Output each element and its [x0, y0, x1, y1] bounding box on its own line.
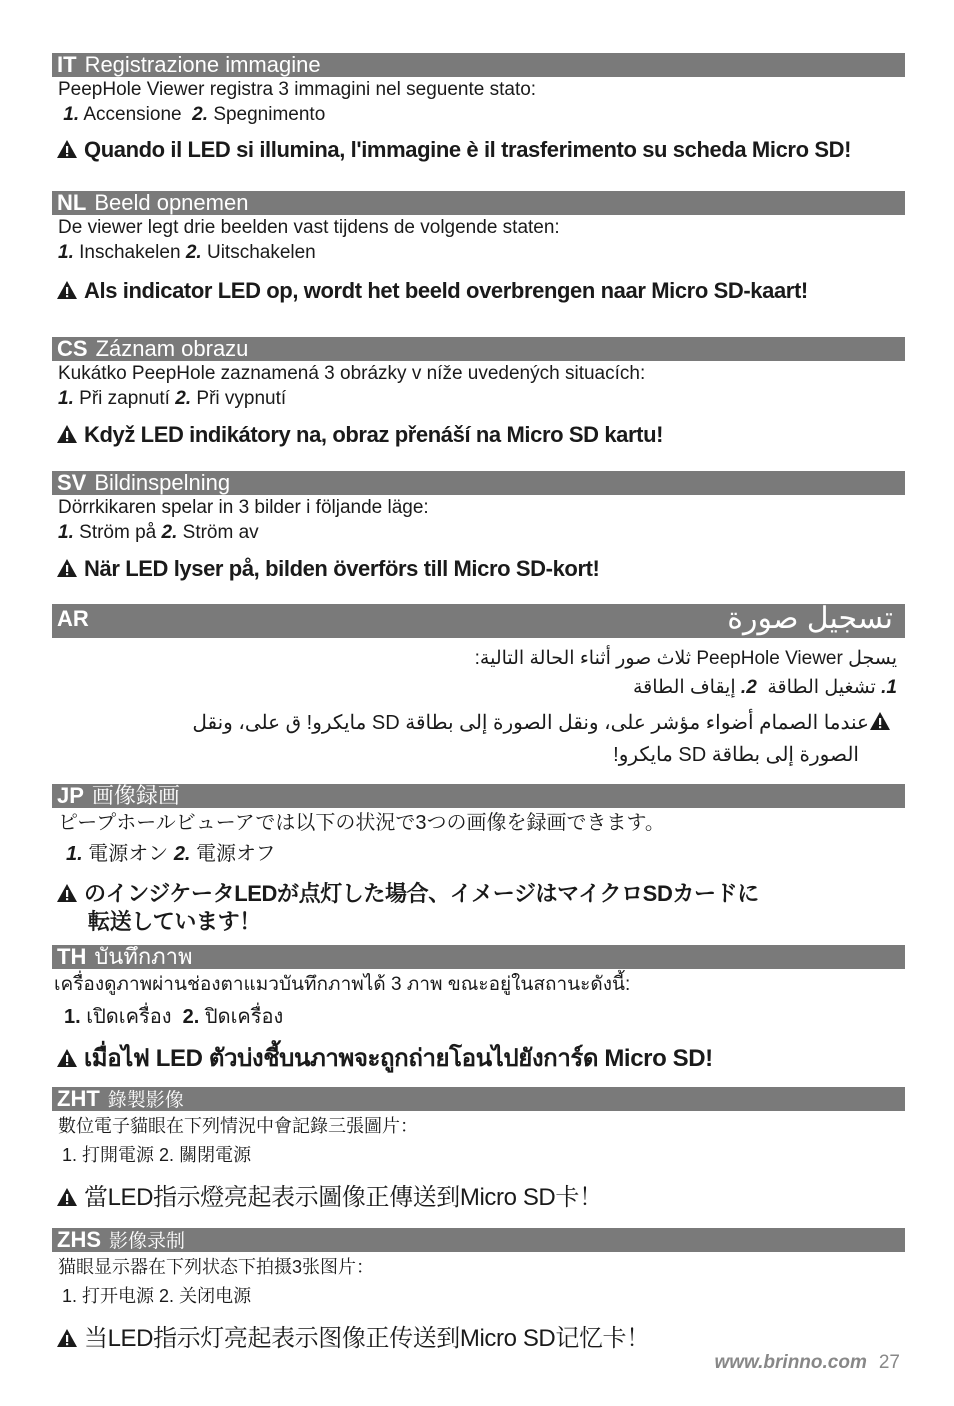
steps: 1. 電源オン 2. 電源オフ: [66, 843, 276, 865]
section-th: [52, 945, 905, 1075]
steps: 1. Ström på 2. Ström av: [58, 522, 259, 543]
warning-triangle-icon: [869, 711, 891, 731]
description: Kukátko PeepHole zaznamená 3 obrázky v níže uvedených situacích:: [58, 363, 646, 384]
description: De viewer legt drie beelden vast tijdens de volgende staten:: [58, 217, 560, 238]
section-title: Bildinspelning: [94, 471, 231, 495]
warning-triangle-icon: [56, 1187, 78, 1207]
steps: 1. Accensione 2. Spegnimento: [63, 104, 326, 125]
warning-continued: 転送しています！: [88, 909, 261, 934]
steps: 1. تشغيل الطاقة 2. إيقاف الطاقة: [632, 677, 897, 698]
section-title: Beeld opnemen: [94, 191, 249, 215]
lang-code: IT: [57, 53, 77, 77]
warning: Als indicator LED op, wordt het beeld overbrengen naar Micro SD-kaart!: [52, 277, 905, 304]
warning-triangle-icon: [56, 139, 78, 159]
warning: Quando il LED si illumina, l'immagine è il trasferimento su scheda Micro SD!: [52, 136, 905, 163]
description: เครื่องดูภาพผ่านช่องตาแมวบันทึกภาพได้ 3 ภาพ ขณะอยู่ในสถานะดังนี้:: [54, 974, 631, 995]
warning: عندما الصمام أضواء مؤشر على، ونقل الصورة إلى بطاقة SD مايكرو! ق على، ونقل: [52, 708, 905, 738]
steps: 1. 打开电源 2. 关闭电源: [62, 1286, 252, 1306]
lang-code: SV: [57, 471, 87, 495]
lang-code: ZHS: [57, 1228, 101, 1252]
lang-code: TH: [57, 945, 87, 969]
warning-triangle-icon: [56, 424, 78, 444]
section-cs: [52, 337, 905, 448]
section-sv: [52, 471, 905, 582]
section-jp: [52, 784, 905, 936]
lang-code: NL: [57, 191, 87, 215]
section-title: 画像録画: [91, 784, 180, 808]
lang-code: JP: [57, 784, 84, 808]
warning-triangle-icon: [56, 1328, 78, 1348]
section-title: تسجيل صورة: [727, 604, 893, 635]
description: Dörrkikaren spelar in 3 bilder i följande läge:: [58, 497, 429, 518]
section-header: [52, 945, 905, 969]
warning: เมื่อไฟ LED ตัวบ่งชี้บนภาพจะถูกถ่ายโอนไปยังการ์ด Micro SD!: [52, 1043, 905, 1075]
section-header: [52, 471, 905, 495]
warning-triangle-icon: [56, 558, 78, 578]
section-zht: [52, 1087, 905, 1213]
steps: 1. Inschakelen 2. Uitschakelen: [58, 242, 316, 263]
section-title: บันทึกภาพ: [94, 945, 193, 969]
description: 數位電子貓眼在下列情況中會記錄三張圖片：: [58, 1116, 418, 1136]
warning-triangle-icon: [56, 280, 78, 300]
section-title: Záznam obrazu: [95, 337, 249, 361]
page-number: 27: [878, 1352, 900, 1373]
section-it: [52, 53, 905, 163]
section-title: Registrazione immagine: [84, 53, 321, 77]
website-link[interactable]: www.brinno.com: [714, 1352, 867, 1373]
section-nl: [52, 191, 905, 304]
section-header: [52, 1087, 905, 1111]
steps: 1. Při zapnutí 2. Při vypnutí: [58, 388, 287, 409]
warning-continued: الصورة إلى بطاقة SD مايكرو!: [613, 744, 859, 766]
warning: När LED lyser på, bilden överförs till Micro SD-kort!: [52, 555, 905, 582]
description: PeepHole Viewer registra 3 immagini nel seguente stato:: [58, 79, 537, 100]
section-header: [52, 337, 905, 361]
steps: 1. เปิดเครื่อง 2. ปิดเครื่อง: [64, 1006, 284, 1028]
section-title: 影像录制: [109, 1231, 186, 1252]
lang-code: AR: [57, 606, 89, 631]
section-header: [52, 604, 905, 638]
warning: 当LED指示灯亮起表示图像正传送到Micro SD记忆卡！: [52, 1324, 905, 1354]
page-footer: [715, 1352, 901, 1374]
warning: Když LED indikátory na, obraz přenáší na Micro SD kartu!: [52, 421, 905, 448]
section-header: [52, 53, 905, 77]
steps: 1. 打開電源 2. 關閉電源: [62, 1145, 252, 1165]
section-header: [52, 191, 905, 215]
description: يسجل PeepHole Viewer ثلاث صور أثناء الحالة التالية:: [474, 648, 897, 669]
lang-code: CS: [57, 337, 88, 361]
description: ピープホールビューアでは以下の状況で3つの画像を録画できます。: [58, 812, 665, 834]
section-header: [52, 784, 905, 808]
section-title: 錄製影像: [107, 1090, 184, 1111]
section-ar: [52, 604, 905, 772]
section-zhs: [52, 1228, 905, 1354]
warning-triangle-icon: [56, 1048, 78, 1068]
section-header: [52, 1228, 905, 1252]
warning-triangle-icon: [56, 883, 78, 903]
lang-code: ZHT: [57, 1087, 100, 1111]
warning: 當LED指示燈亮起表示圖像正傳送到Micro SD卡！: [52, 1183, 905, 1213]
description: 猫眼显示器在下列状态下拍摄3张图片：: [58, 1257, 375, 1277]
warning: のインジケータLEDが点灯した場合、イメージはマイクロSDカードに: [52, 880, 905, 908]
